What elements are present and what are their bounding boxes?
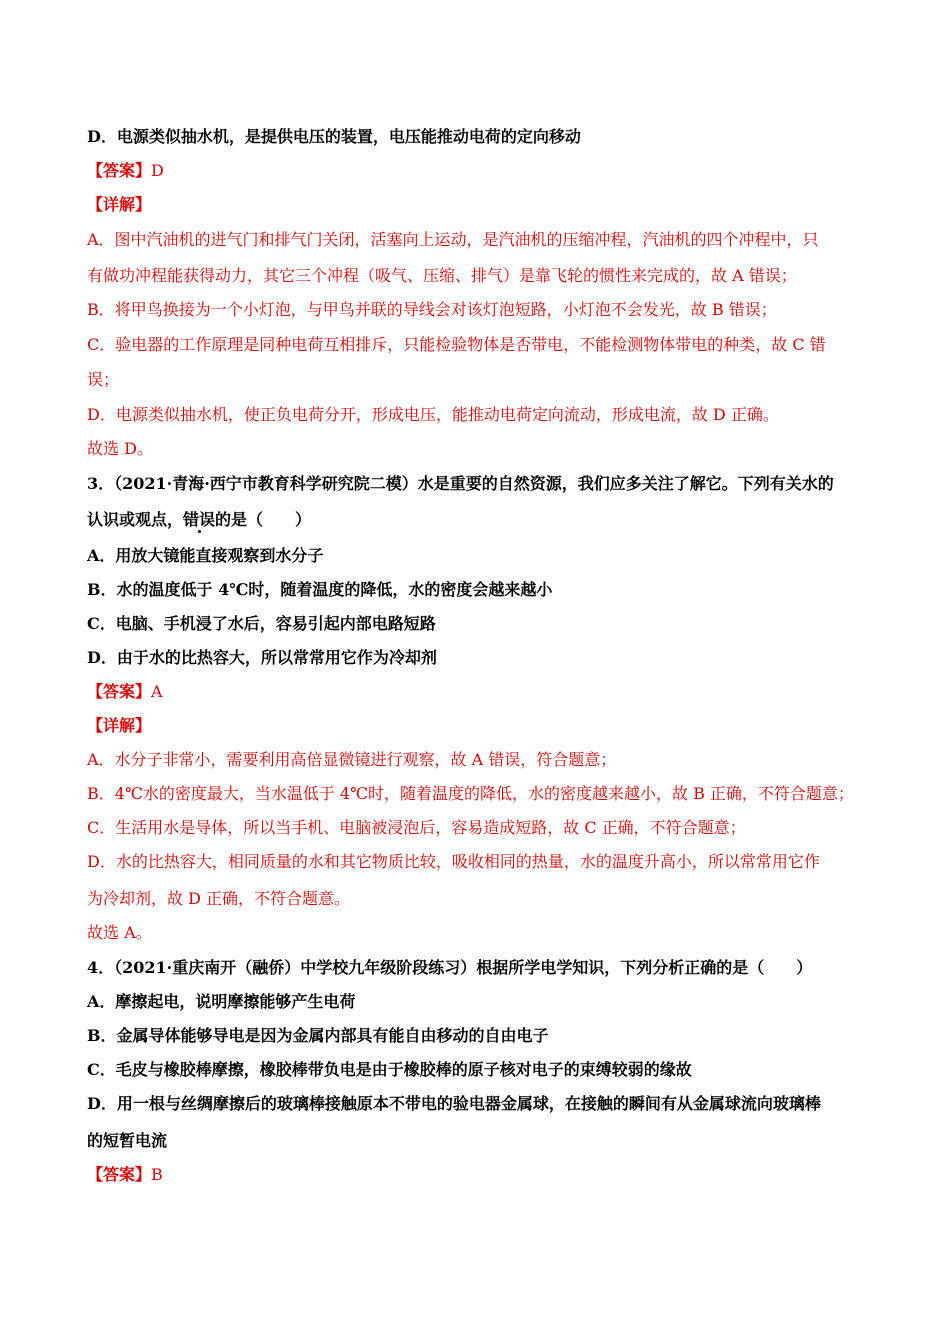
q3-detail-tag bbox=[87, 716, 151, 736]
q3-conclusion: 故选 A。 bbox=[87, 923, 152, 942]
q3-detail-line: B．4℃水的密度最大，当水温低于 4℃时，随着温度的降低，水的密度越来越小，故 B 正确，不符合题意； bbox=[87, 784, 854, 803]
q2-conclusion: 故选 D。 bbox=[87, 439, 153, 458]
q2-option-d: D．电源类似抽水机，是提供电压的装置，电压能推动电荷的定向移动 bbox=[87, 127, 581, 146]
q3-option-c: C．电脑、手机浸了水后，容易引起内部电路短路 bbox=[87, 614, 436, 633]
answer-tag: 【答案】 bbox=[87, 1165, 152, 1184]
q3-detail-line: C．生活用水是导体，所以当手机、电脑被浸泡后，容易造成短路，故 C 正确，不符合题意； bbox=[87, 818, 746, 837]
q2-answer bbox=[87, 161, 164, 181]
stem-text: 的是（ ） bbox=[215, 510, 312, 529]
q2-detail-tag bbox=[87, 195, 151, 215]
q3-detail-line: 为冷却剂，故 D 正确，不符合题意。 bbox=[87, 889, 351, 908]
q2-detail-line: A．图中汽油机的进气门和排气门关闭，活塞向上运动，是汽油机的压缩冲程，汽油机的四个冲程中，只 bbox=[87, 230, 819, 249]
detail-tag: 【详解】 bbox=[87, 195, 152, 214]
q3-option-d: D．由于水的比热容大，所以常常用它作为冷却剂 bbox=[87, 648, 437, 667]
q4-option-d: D．用一根与丝绸摩擦后的玻璃棒接触原本不带电的验电器金属球，在接触的瞬间有从金属球流向玻璃棒 bbox=[87, 1094, 821, 1113]
emphasis-text: 错误 bbox=[183, 510, 216, 529]
q2-detail-line: 有做功冲程能获得动力，其它三个冲程（吸气、压缩、排气）是靠飞轮的惯性来完成的，故 A 错误； bbox=[87, 266, 797, 285]
detail-tag: 【详解】 bbox=[87, 716, 152, 735]
answer-tag: 【答案】 bbox=[87, 682, 152, 701]
q4-answer bbox=[87, 1165, 163, 1185]
q4-option-b: B．金属导体能够导电是因为金属内部具有能自由移动的自由电子 bbox=[87, 1026, 549, 1045]
q3-detail-line: A．水分子非常小，需要利用高倍显微镜进行观察，故 A 错误，符合题意； bbox=[87, 750, 617, 769]
q3-stem-cont bbox=[87, 510, 311, 530]
answer-tag: 【答案】 bbox=[87, 161, 152, 180]
q2-detail-line: B．将甲鸟换接为一个小灯泡，与甲鸟并联的导线会对该灯泡短路，小灯泡不会发光，故 B 错误； bbox=[87, 300, 777, 319]
answer-value: A bbox=[151, 682, 163, 701]
q4-option-a: A．摩擦起电，说明摩擦能够产生电荷 bbox=[87, 992, 356, 1011]
q4-stem: 4．（2021·重庆南开（融侨）中学校九年级阶段练习）根据所学电学知识，下列分析正确的是（ ） bbox=[87, 958, 813, 977]
q2-detail-line: D．电源类似抽水机，使正负电荷分开，形成电压，能推动电荷定向流动，形成电流，故 D 正确。 bbox=[87, 405, 779, 424]
q3-option-b: B．水的温度低于 4℃时，随着温度的降低，水的密度会越来越小 bbox=[87, 580, 553, 599]
q4-option-d-cont: 的短暂电流 bbox=[87, 1131, 168, 1150]
q3-answer bbox=[87, 682, 163, 702]
answer-value: B bbox=[151, 1165, 163, 1184]
stem-text: 认识或观点， bbox=[87, 510, 184, 529]
answer-value: D bbox=[151, 161, 164, 180]
q4-option-c: C．毛皮与橡胶棒摩擦，橡胶棒带负电是由于橡胶棒的原子核对电子的束缚较弱的缘故 bbox=[87, 1060, 692, 1079]
q2-detail-line: 误； bbox=[87, 370, 120, 389]
q2-detail-line: C．验电器的工作原理是同种电荷互相排斥，只能检验物体是否带电，不能检测物体带电的种类，故 C 错 bbox=[87, 335, 826, 354]
q3-stem: 3．（2021·青海·西宁市教育科学研究院二模）水是重要的自然资源，我们应多关注了解它。下列有关水的 bbox=[87, 474, 834, 493]
q3-option-a: A．用放大镜能直接观察到水分子 bbox=[87, 546, 324, 565]
q3-detail-line: D．水的比热容大，相同质量的水和其它物质比较，吸收相同的热量，水的温度升高小，所以常常用它作 bbox=[87, 852, 820, 871]
